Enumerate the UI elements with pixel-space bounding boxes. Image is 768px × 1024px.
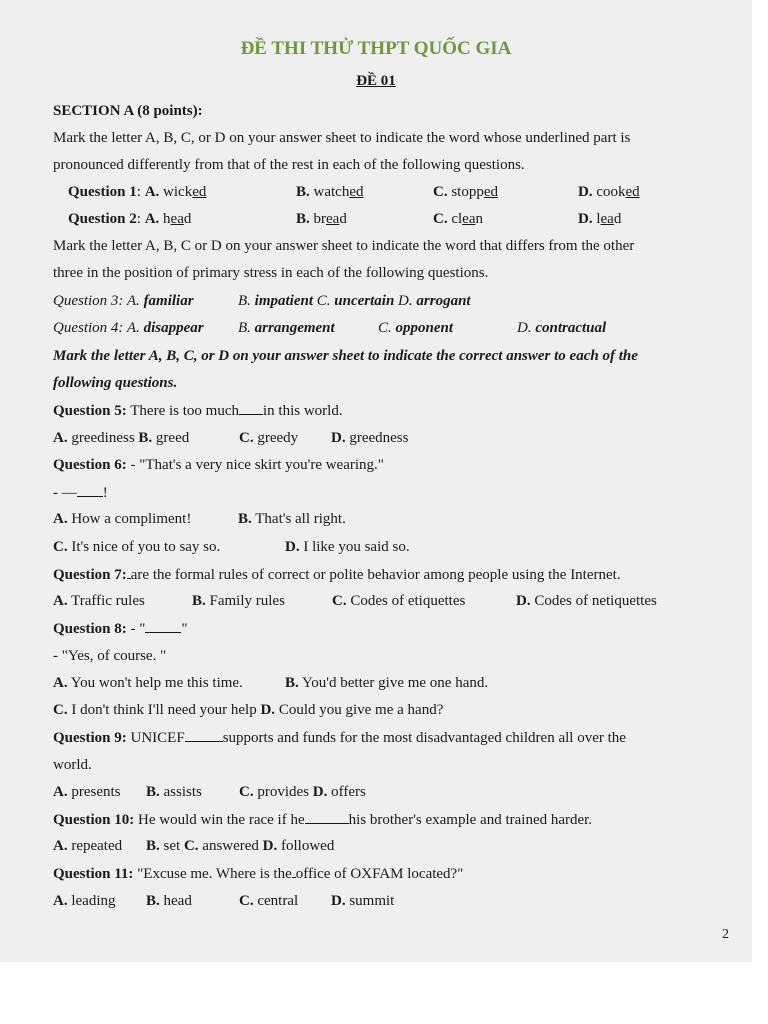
q10-option-a: A. repeated: [53, 838, 123, 854]
question-11-stem: Question 11: "Excuse me. Where is the office of OXFAM located?": [53, 863, 463, 884]
q9-option-a: A. presents: [53, 784, 121, 800]
q8-option-b: B. You'd better give me one hand.: [285, 675, 489, 691]
instruction-line: following questions.: [53, 375, 178, 391]
question-3: Question 3: A. familiar: [53, 293, 194, 309]
question-2-label: Question 2: A. head: [68, 211, 192, 227]
q11-option-b: B. head: [146, 893, 192, 909]
q11-option-a: A. leading: [53, 893, 116, 909]
q3-options-bcd: B. impatient C. uncertain D. arrogant: [238, 293, 471, 309]
instruction-line: three in the position of primary stress in each of the following questions.: [53, 265, 489, 281]
q11-option-c: C. central: [239, 893, 299, 909]
q1-option-d: D. cooked: [578, 184, 640, 200]
instruction-line: Mark the letter A, B, C or D on your answer sheet to indicate the word that differs from the other: [53, 238, 635, 254]
exam-title: ĐỀ THI THỬ THPT QUỐC GIA: [240, 38, 512, 59]
q9-option-b: B. assists: [146, 784, 202, 800]
page-number: 2: [722, 927, 729, 942]
question-10-stem: Question 10: He would win the race if he his brother's example and trained harder.: [53, 809, 592, 830]
q4-option-b: B. arrangement: [238, 320, 335, 336]
q7-option-c: C. Codes of etiquettes: [332, 593, 466, 609]
exam-code: ĐỀ 01: [356, 73, 396, 89]
q1-option-b: B. watched: [296, 184, 364, 200]
q5-option-c: C. greedy: [239, 430, 299, 446]
q7-option-a: A. Traffic rules: [53, 593, 145, 609]
question-6-stem: Question 6: - "That's a very nice skirt you're wearing.": [53, 457, 384, 473]
q2-option-c: C. clean: [433, 211, 483, 227]
question-7-stem: Question 7: are the formal rules of correct or polite behavior among people using the Internet.: [53, 564, 621, 585]
q8-options-cd: C. I don't think I'll need your help D. Could you give me a hand?: [53, 702, 444, 718]
q11-option-d: D. summit: [331, 893, 395, 909]
q2-option-d: D. lead: [578, 211, 622, 227]
q6-option-d: D. I like you said so.: [285, 539, 410, 555]
question-4: Question 4: A. disappear: [53, 320, 204, 336]
q6-option-b: B. That's all right.: [238, 511, 346, 527]
instruction-line: pronounced differently from that of the rest in each of the following questions.: [53, 157, 525, 173]
q10-options-bcd: B. set C. answered D. followed: [146, 838, 335, 854]
instruction-line: Mark the letter A, B, C, or D on your answer sheet to indicate the correct answer to each of the: [53, 348, 638, 364]
q6-option-a: A. How a compliment!: [53, 511, 192, 527]
question-5-stem: Question 5: There is too much in this world.: [53, 400, 343, 421]
q4-option-d: D. contractual: [517, 320, 607, 336]
instruction-line: Mark the letter A, B, C, or D on your answer sheet to indicate the word whose underlined part is: [53, 130, 631, 146]
q2-option-b: B. bread: [296, 211, 347, 227]
q9-options-cd: C. provides D. offers: [239, 784, 366, 800]
q5-options: A. greediness B. greed: [53, 430, 190, 446]
q5-option-d: D. greedness: [331, 430, 409, 446]
q9-stem-cont: world.: [53, 757, 92, 773]
section-heading: SECTION A (8 points):: [53, 103, 203, 119]
q7-option-b: B. Family rules: [192, 593, 285, 609]
question-8-stem: Question 8: - " ": [53, 618, 188, 639]
q4-option-c: C. opponent: [378, 320, 454, 336]
q1-option-c: C. stopped: [433, 184, 499, 200]
question-1-label: Question 1: A. wicked: [68, 184, 207, 200]
q6-option-c: C. It's nice of you to say so.: [53, 539, 221, 555]
q6-reply: - — !: [53, 482, 108, 503]
q8-reply: - "Yes, of course. ": [53, 648, 167, 664]
question-9-stem: Question 9: UNICEF supports and funds for the most disadvantaged children all over the: [53, 727, 626, 748]
q8-option-a: A. You won't help me this time.: [53, 675, 243, 691]
q7-option-d: D. Codes of netiquettes: [516, 593, 657, 609]
